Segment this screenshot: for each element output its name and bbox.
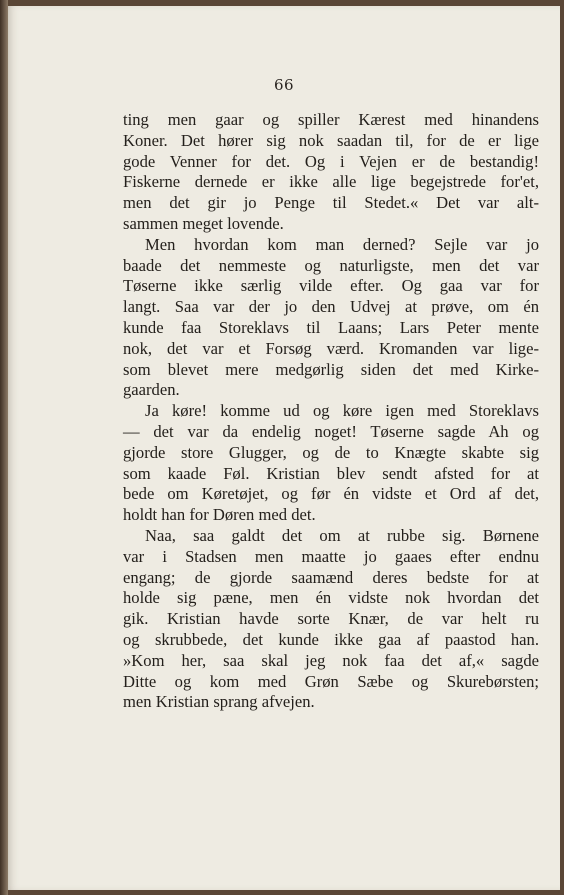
text-line: Naa, saa galdt det om at rubbe sig. Børnene <box>145 525 539 545</box>
text-line: men det gir jo Penge til Stedet.« Det var alt- <box>123 193 539 213</box>
text-line: ting men gaar og spiller Kærest med hinandens <box>123 110 539 129</box>
text-line: nok, det var et Forsøg værd. Kromanden var lige- <box>123 338 539 358</box>
text-line: gode Venner for det. Og i Vejen er de bestandig! <box>123 151 539 171</box>
body-text <box>123 110 539 713</box>
text-line: sammen meget lovende. <box>123 213 284 233</box>
text-line: baade det nemmeste og naturligste, men det var <box>123 255 539 275</box>
text-line: engang; de gjorde saamænd deres bedste for at <box>123 567 539 587</box>
text-line: som kaade Føl. Kristian blev sendt afsted for at <box>123 463 539 483</box>
text-line: kunde faa Storeklavs til Laans; Lars Peter mente <box>123 317 539 337</box>
text-line: — det var da endelig noget! Tøserne sagde Ah og <box>123 421 539 441</box>
page-number: 66 <box>273 76 295 94</box>
text-line: men Kristian sprang afvejen. <box>123 692 315 712</box>
book-page <box>8 6 560 890</box>
text-line: holdt han for Døren med det. <box>123 505 316 525</box>
text-line: som blevet mere medgørlig siden det med Kirke- <box>123 359 539 379</box>
text-line: gik. Kristian havde sorte Knær, de var helt ru <box>123 609 539 629</box>
text-line: gaarden. <box>123 380 180 400</box>
text-line: Men hvordan kom man derned? Sejle var jo <box>145 234 539 254</box>
text-line: Ja køre! komme ud og køre igen med Storeklavs <box>145 401 539 421</box>
text-line: gjorde store Glugger, og de to Knægte skabte sig <box>123 442 539 462</box>
text-line: og skrubbede, det kunde ikke gaa af paastod han. <box>123 629 539 649</box>
text-line: Tøserne ikke særlig vilde efter. Og gaa var for <box>123 276 539 296</box>
text-line: langt. Saa var der jo den Udvej at prøve, om én <box>123 297 539 317</box>
text-line: Fiskerne dernede er ikke alle lige begejstrede for'et, <box>123 172 539 192</box>
text-line: holde sig pæne, men én vidste nok hvordan det <box>123 588 539 608</box>
text-line: Koner. Det hører sig nok saadan til, for de er lige <box>123 130 539 150</box>
text-line: bede om Køretøjet, og før én vidste et Ord af det, <box>123 484 539 504</box>
text-line: var i Stadsen men maatte jo gaaes efter endnu <box>123 546 539 566</box>
text-line: »Kom her, saa skal jeg nok faa det af,« sagde <box>123 650 539 670</box>
text-line: Ditte og kom med Grøn Sæbe og Skurebørsten; <box>123 671 539 691</box>
book-spine <box>0 0 8 895</box>
